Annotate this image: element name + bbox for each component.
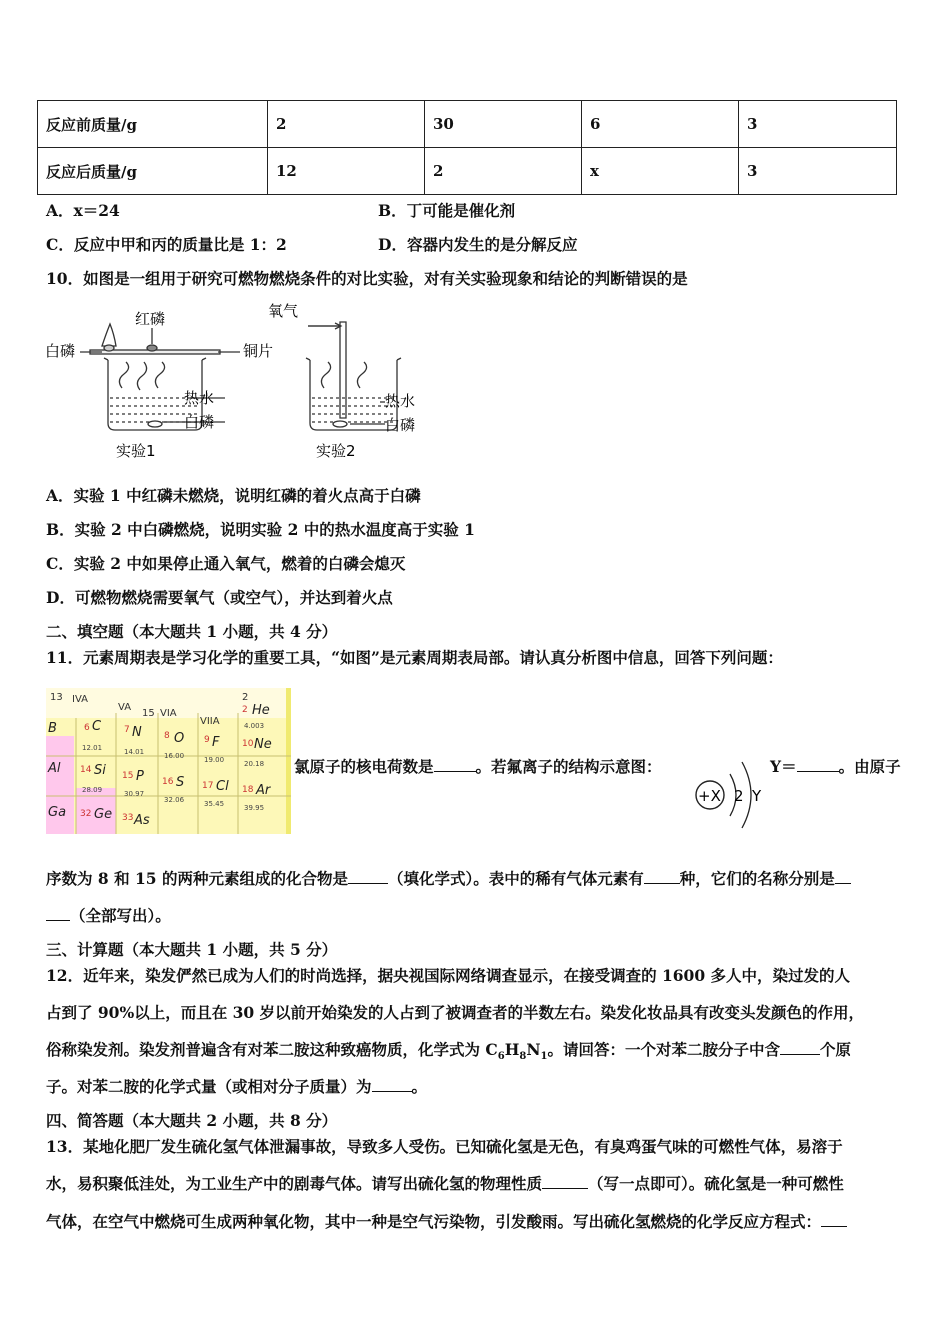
q10-option-a: A．实验 1 中红磷未燃烧，说明红磷的着火点高于白磷	[46, 486, 421, 505]
q9-option-c: C．反应中甲和丙的质量比是 1：2	[46, 235, 287, 254]
q11-line1	[294, 755, 662, 777]
answer-blank[interactable]	[821, 1212, 847, 1227]
table-cell: 3	[739, 101, 897, 148]
element-symbol: N	[132, 725, 142, 740]
element-symbol: Ar	[256, 783, 271, 798]
atomic-number: 14	[80, 765, 92, 775]
atomic-number: 33	[122, 813, 134, 823]
element-symbol: Cl	[216, 779, 229, 794]
periodic-table-excerpt	[46, 688, 291, 834]
element-symbol: P	[136, 769, 144, 784]
experiment-2-apparatus	[306, 322, 401, 430]
element-symbol: As	[134, 813, 150, 828]
table-cell: 3	[739, 148, 897, 195]
q11-all-names: （全部写出）。	[70, 906, 171, 925]
subscript: 8	[519, 1051, 527, 1063]
answer-blank[interactable]	[434, 757, 476, 772]
group-label: VIA	[160, 708, 177, 719]
element-symbol: Si	[94, 763, 106, 778]
atomic-mass: 14.01	[124, 748, 145, 756]
q13-equation-prompt: 气体，在空气中燃烧可生成两种氧化物，其中一种是空气污染物，引发酸雨。写出硫化氢燃烧的化学反应方程式：	[46, 1212, 822, 1231]
section-heading-fill-blank: 二、填空题（本大题共 1 小题，共 4 分）	[46, 622, 338, 641]
label-copper-sheet: 铜片	[243, 342, 274, 360]
answer-blank[interactable]	[644, 869, 680, 884]
atomic-number: 16	[162, 777, 174, 787]
q13-line2	[46, 1172, 844, 1194]
label-white-phosphorus-top: 白磷	[45, 342, 76, 360]
atomic-mass: 16.00	[164, 752, 185, 760]
q11-fluoride-prompt: 。若氟离子的结构示意图：	[475, 757, 662, 776]
answer-blank[interactable]	[348, 869, 388, 884]
section-heading-calculation: 三、计算题（本大题共 1 小题，共 5 分）	[46, 940, 338, 959]
shell-1-electrons: 2	[734, 787, 744, 805]
group-label: 15	[142, 708, 155, 719]
atomic-number: 10	[242, 739, 254, 749]
row-label: 反应前质量/g	[38, 101, 268, 148]
label-experiment-1: 实验1	[116, 442, 156, 460]
q11-y-blank-line	[770, 755, 901, 777]
q11-compound-prompt: 序数为 8 和 15 的两种元素组成的化合物是	[46, 869, 348, 888]
q13-property-prompt: 水，易积聚低洼处，为工业生产中的剧毒气体。请写出硫化氢的物理性质	[46, 1174, 543, 1193]
element-symbol: C	[92, 719, 102, 734]
answer-blank[interactable]	[797, 757, 839, 772]
q10-stem: 10．如图是一组用于研究可燃物燃烧条件的对比实验，对有关实验现象和结论的判断错误的是	[46, 269, 688, 288]
atomic-number: 15	[122, 771, 134, 781]
q11-chlorine-prompt: 氯原子的核电荷数是	[294, 757, 434, 776]
q12-mass-prompt: 子。对苯二胺的化学式量（或相对分子质量）为	[46, 1077, 372, 1096]
fluoride-ion-diagram	[692, 752, 772, 838]
answer-blank[interactable]	[46, 906, 70, 921]
q9-option-b: B．丁可能是催化剂	[378, 201, 516, 220]
table-cell: 12	[268, 148, 425, 195]
q12-continued: 个原	[820, 1040, 852, 1059]
answer-blank[interactable]	[372, 1077, 412, 1092]
nucleus-charge: +X	[698, 787, 721, 805]
element-symbol: Ga	[48, 805, 67, 820]
element-symbol: He	[252, 703, 270, 718]
q12-line1: 12．近年来，染发俨然已成为人们的时尚选择，据央视国际网络调查显示，在接受调查的 1600 多人中，染过发的人	[46, 966, 851, 985]
atomic-mass: 12.01	[82, 744, 103, 752]
section-heading-short-answer: 四、简答题（本大题共 2 小题，共 8 分）	[46, 1111, 338, 1130]
subscript: 1	[540, 1051, 548, 1063]
atomic-number: 32	[80, 809, 92, 819]
atomic-mass: 20.18	[244, 760, 265, 768]
table-row	[38, 101, 897, 148]
group-label: 2	[242, 692, 249, 703]
atomic-number: 18	[242, 785, 254, 795]
q12-formula-prefix: 俗称染发剂。染发剂普遍含有对苯二胺这种致癌物质，化学式为 C	[46, 1040, 498, 1059]
element-symbol: F	[212, 735, 220, 750]
q12-line4	[46, 1075, 427, 1097]
reaction-mass-table	[37, 100, 897, 195]
element-symbol: S	[176, 775, 185, 790]
q12-atoms-prompt: 。请回答：一个对苯二胺分子中含	[547, 1040, 780, 1059]
group-label: VIIA	[200, 716, 220, 727]
q11-stem: 11．元素周期表是学习化学的重要工具，“如图”是元素周期表局部。请认真分析图中信息，回答下列问题：	[46, 648, 783, 667]
answer-blank[interactable]	[780, 1040, 820, 1055]
atomic-mass: 30.97	[124, 790, 145, 798]
table-cell: 6	[582, 101, 739, 148]
atomic-mass: 28.09	[82, 786, 103, 794]
q9-option-a: A．x＝24	[46, 201, 120, 220]
q12-end: 。	[411, 1077, 428, 1096]
table-cell: 30	[425, 101, 582, 148]
q12-line3	[46, 1038, 851, 1062]
q10-option-c: C．实验 2 中如果停止通入氧气，燃着的白磷会熄灭	[46, 554, 406, 573]
atomic-mass: 35.45	[204, 800, 225, 808]
element-n: N	[526, 1040, 541, 1059]
label-white-phosphorus-2: 白磷	[385, 416, 416, 434]
q13-line3	[46, 1210, 847, 1232]
atomic-number: 7	[124, 725, 130, 735]
answer-blank[interactable]	[835, 869, 851, 884]
q12-line2: 占到了 90%以上，而且在 30 岁以前开始染发的人占到了被调查者的半数左右。染发化妆品具有改变头发颜色的作用，	[46, 1003, 865, 1022]
label-oxygen: 氧气	[268, 302, 299, 320]
atomic-number: 2	[242, 705, 248, 715]
q11-line2	[46, 867, 851, 889]
table-cell: 2	[425, 148, 582, 195]
atomic-number: 9	[204, 735, 210, 745]
label-experiment-2: 实验2	[316, 442, 356, 460]
element-symbol: Al	[48, 761, 61, 776]
element-symbol: B	[48, 721, 57, 736]
element-symbol: O	[174, 731, 185, 746]
table-row	[38, 148, 897, 195]
atomic-mass: 39.95	[244, 804, 265, 812]
atomic-number: 8	[164, 731, 170, 741]
label-hot-water-2: 热水	[385, 392, 416, 410]
atomic-mass: 19.00	[204, 756, 225, 764]
table-cell: 2	[268, 101, 425, 148]
q11-names-prompt: 种，它们的名称分别是	[679, 869, 835, 888]
q13-line1: 13．某地化肥厂发生硫化氢气体泄漏事故，导致多人受伤。已知硫化氢是无色，有臭鸡蛋气味的可燃性气体，易溶于	[46, 1137, 843, 1156]
q10-option-d: D．可燃物燃烧需要氧气（或空气），并达到着火点	[46, 588, 393, 607]
label-red-phosphorus: 红磷	[135, 310, 166, 328]
element-symbol: Ge	[94, 807, 113, 822]
subscript: 6	[497, 1051, 505, 1063]
row-label: 反应后质量/g	[38, 148, 268, 195]
atomic-number: 6	[84, 723, 90, 733]
group-label: IVA	[72, 694, 88, 705]
q11-atom-prompt: 。由原子	[838, 757, 901, 776]
label-hot-water-1: 热水	[184, 389, 215, 407]
atomic-number: 17	[202, 781, 214, 791]
shell-2-electrons: Y	[752, 787, 762, 805]
experiment-1-apparatus	[80, 324, 240, 430]
answer-blank[interactable]	[542, 1174, 588, 1189]
element-symbol: Ne	[254, 737, 272, 752]
atomic-mass: 4.003	[244, 722, 265, 730]
atomic-mass: 32.06	[164, 796, 185, 804]
table-cell: x	[582, 148, 739, 195]
y-equals-label: Y＝	[770, 757, 797, 776]
q10-option-b: B．实验 2 中白磷燃烧，说明实验 2 中的热水温度高于实验 1	[46, 520, 475, 539]
q9-option-d: D．容器内发生的是分解反应	[378, 235, 578, 254]
combustion-experiment-figure	[40, 298, 440, 468]
q11-line3	[46, 904, 171, 926]
element-h: H	[504, 1040, 520, 1059]
q11-noble-gas-prompt: （填化学式）。表中的稀有气体元素有	[387, 869, 644, 888]
group-label: VA	[118, 702, 132, 713]
q13-continued: （写一点即可）。硫化氢是一种可燃性	[588, 1174, 844, 1193]
label-white-phosphorus-1: 白磷	[184, 413, 215, 431]
group-label: 13	[50, 692, 63, 703]
